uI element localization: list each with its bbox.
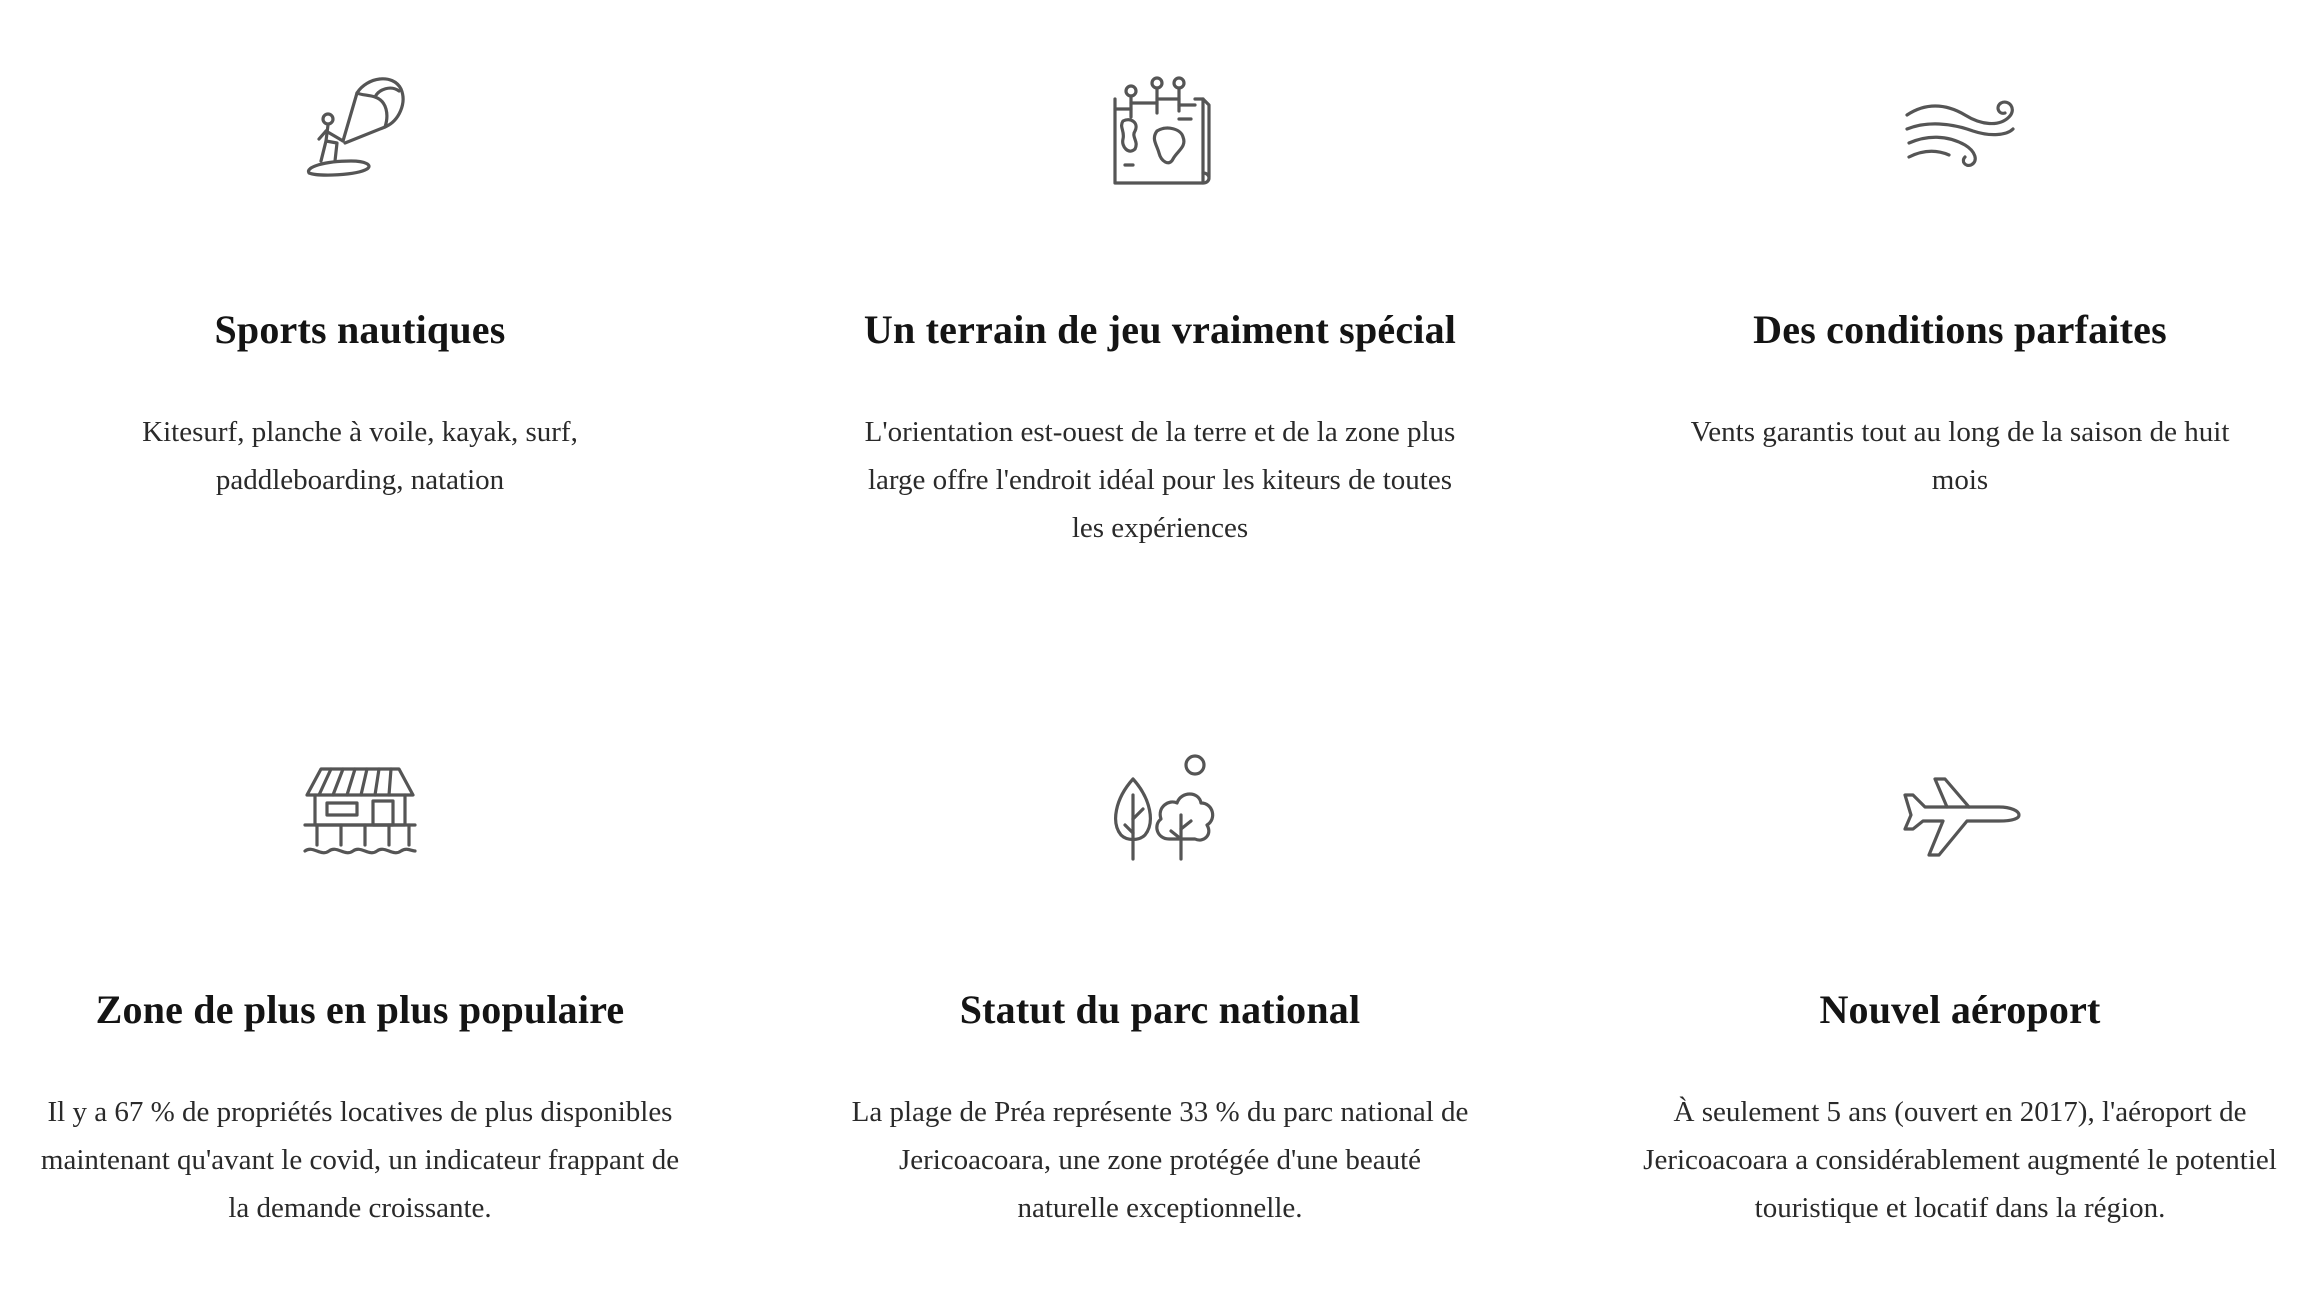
trees-icon bbox=[1045, 730, 1275, 890]
feature-title: Un terrain de jeu vraiment spécial bbox=[863, 307, 1457, 352]
feature-description: L'orientation est-ouest de la terre et de la zone plus large offre l'endroit idéal pour les kiteurs de toutes les expériences bbox=[864, 416, 1456, 544]
feature-title: Nouvel aéroport bbox=[1819, 987, 2101, 1032]
feature-title: Statut du parc national bbox=[959, 987, 1361, 1032]
feature-title: Des conditions parfaites bbox=[1753, 307, 2167, 352]
wind-icon bbox=[1845, 50, 2075, 210]
feature-description: La plage de Préa représente 33 % du parc national de Jericoacoara, une zone protégée d'une beauté naturelle exceptionnelle. bbox=[851, 1096, 1469, 1224]
feature-description: Il y a 67 % de propriétés locatives de plus disponibles maintenant qu'avant le covid, un indicateur frappant de la demande croissante. bbox=[40, 1096, 680, 1224]
stilt-house-icon bbox=[245, 730, 475, 890]
feature-description: À seulement 5 ans (ouvert en 2017), l'aéroport de Jericoacoara a considérablement augmenté le potentiel touristique et locatif dans la région. bbox=[1643, 1096, 2277, 1224]
kitesurf-icon bbox=[245, 50, 475, 210]
feature-description: Kitesurf, planche à voile, kayak, surf, paddleboarding, natation bbox=[142, 416, 578, 496]
feature-title: Sports nautiques bbox=[214, 307, 506, 352]
feature-title: Zone de plus en plus populaire bbox=[95, 987, 625, 1032]
feature-description: Vents garantis tout au long de la saison de huit mois bbox=[1690, 416, 2230, 496]
airplane-icon bbox=[1845, 730, 2075, 890]
map-icon bbox=[1045, 50, 1275, 210]
